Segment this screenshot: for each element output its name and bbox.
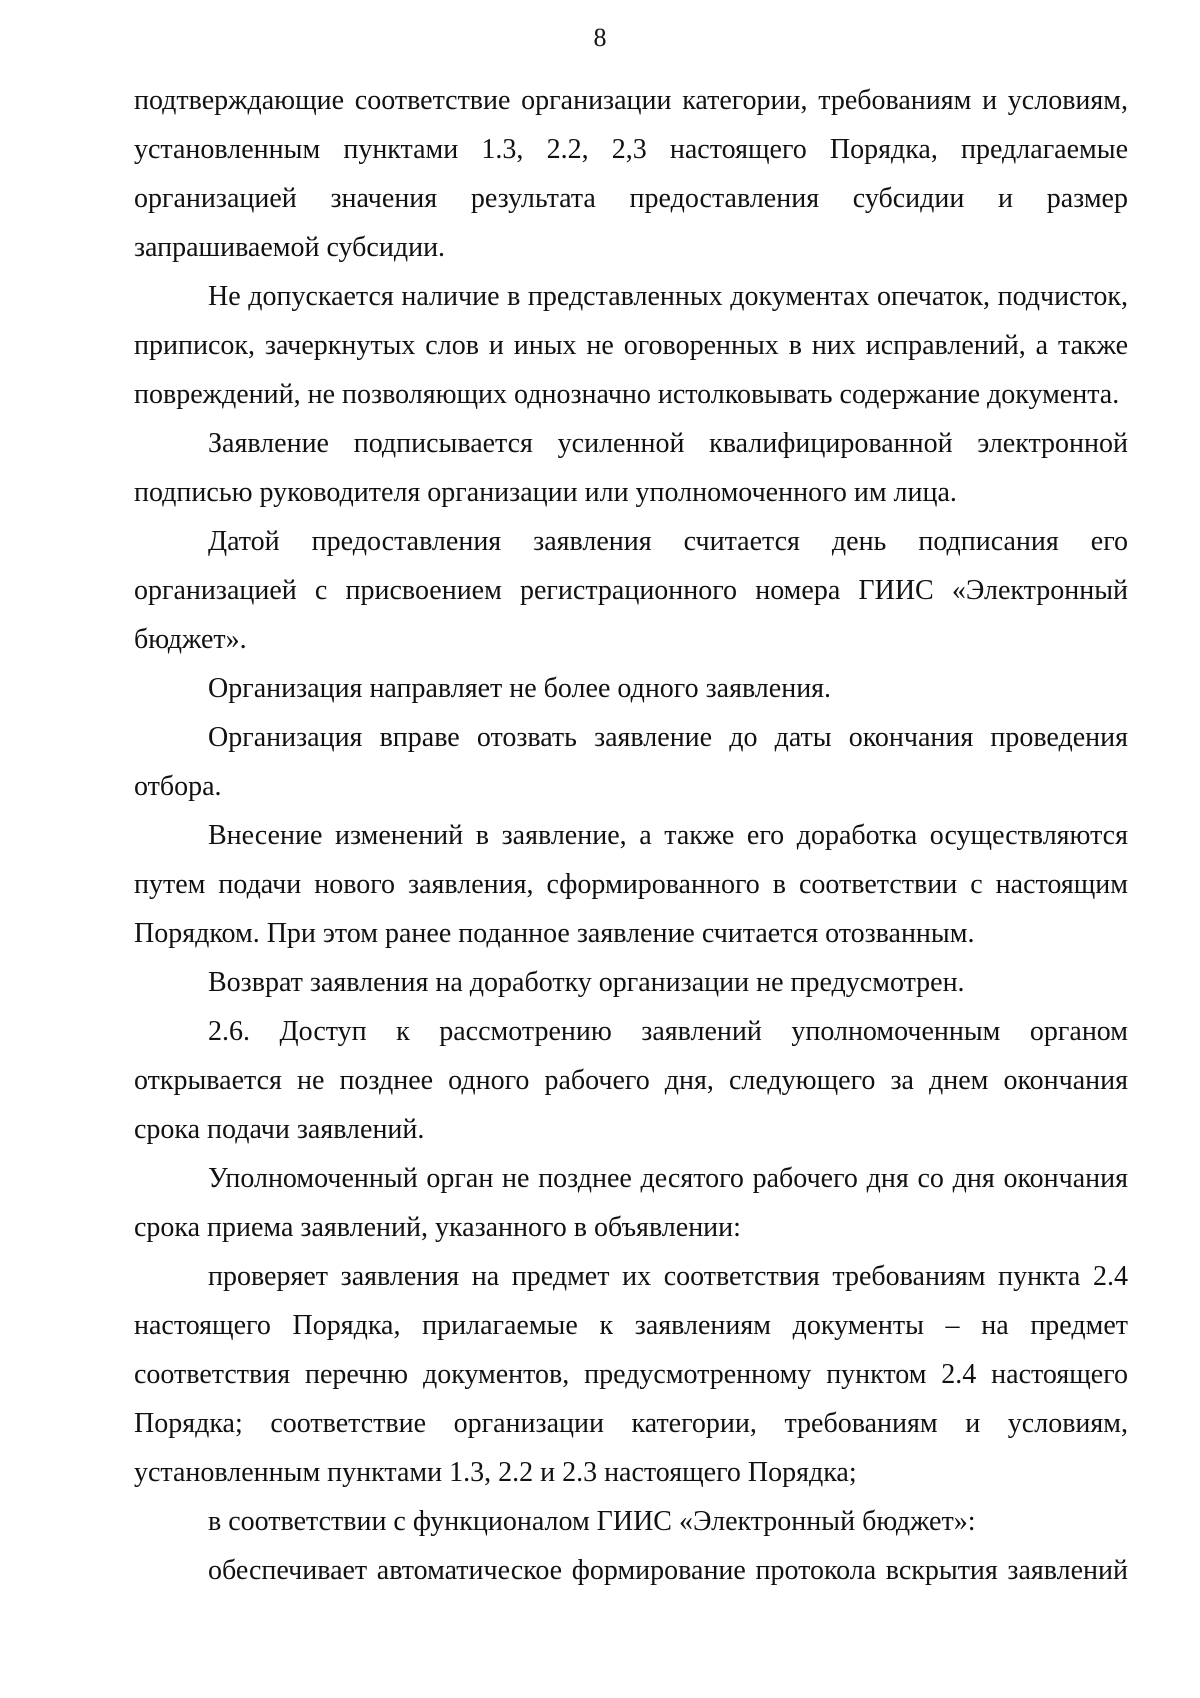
paragraph-submission-date: Датой предоставления заявления считается день подписания его организацией с присвоением регистрационного номера ГИИС «Электронный бюджет». [134, 526, 1128, 655]
paragraph-section-2-6: 2.6. Доступ к рассмотрению заявлений уполномоченным органом открывается не позднее одного рабочего дня, следующего за днем окончания срока подачи заявлений. [134, 1016, 1128, 1145]
paragraph-protocol: обеспечивает автоматическое формирование протокола вскрытия заявлений [208, 1555, 1128, 1586]
paragraph-no-corrections: Не допускается наличие в представленных документах опечаток, подчисток, приписок, зачеркнутых слов и иных не оговоренных в них исправлений, а также повреждений, не позволяющих однозначно истолковывать содержание документа. [134, 281, 1128, 410]
paragraph-no-return: Возврат заявления на доработку организации не предусмотрен. [208, 967, 965, 998]
paragraph-giis-functional: в соответствии с функционалом ГИИС «Электронный бюджет»: [208, 1506, 976, 1537]
paragraph-amendments: Внесение изменений в заявление, а также его доработка осуществляются путем подачи нового заявления, сформированного в соответствии с настоящим Порядком. При этом ранее поданное заявление считается отозванным. [134, 820, 1128, 949]
paragraph-authorized-body: Уполномоченный орган не позднее десятого рабочего дня со дня окончания срока приема заявлений, указанного в объявлении: [134, 1163, 1128, 1243]
paragraph-single-application: Организация направляет не более одного заявления. [208, 673, 832, 704]
paragraph-checks: проверяет заявления на предмет их соответствия требованиям пункта 2.4 настоящего Порядка, прилагаемые к заявлениям документы – на предмет соответствия перечню документов, предусмотренному пунктом 2.4 настоящего Порядка; соответствие организации категории, требованиям и условиям, установленным пунктами 1.3, 2.2 и 2.3 настоящего Порядка; [134, 1261, 1128, 1488]
paragraph-continuation: подтверждающие соответствие организации категории, требованиям и условиям, установленным пунктами 1.3, 2.2, 2,3 настоящего Порядка, предлагаемые организацией значения результата предоставления субсидии и размер запрашиваемой субсидии. [134, 85, 1128, 263]
document-body [134, 76, 1128, 1595]
page-number: 8 [593, 23, 607, 52]
paragraph-withdrawal: Организация вправе отозвать заявление до даты окончания проведения отбора. [134, 722, 1128, 802]
paragraph-signature: Заявление подписывается усиленной квалифицированной электронной подписью руководителя организации или уполномоченного им лица. [134, 428, 1128, 508]
